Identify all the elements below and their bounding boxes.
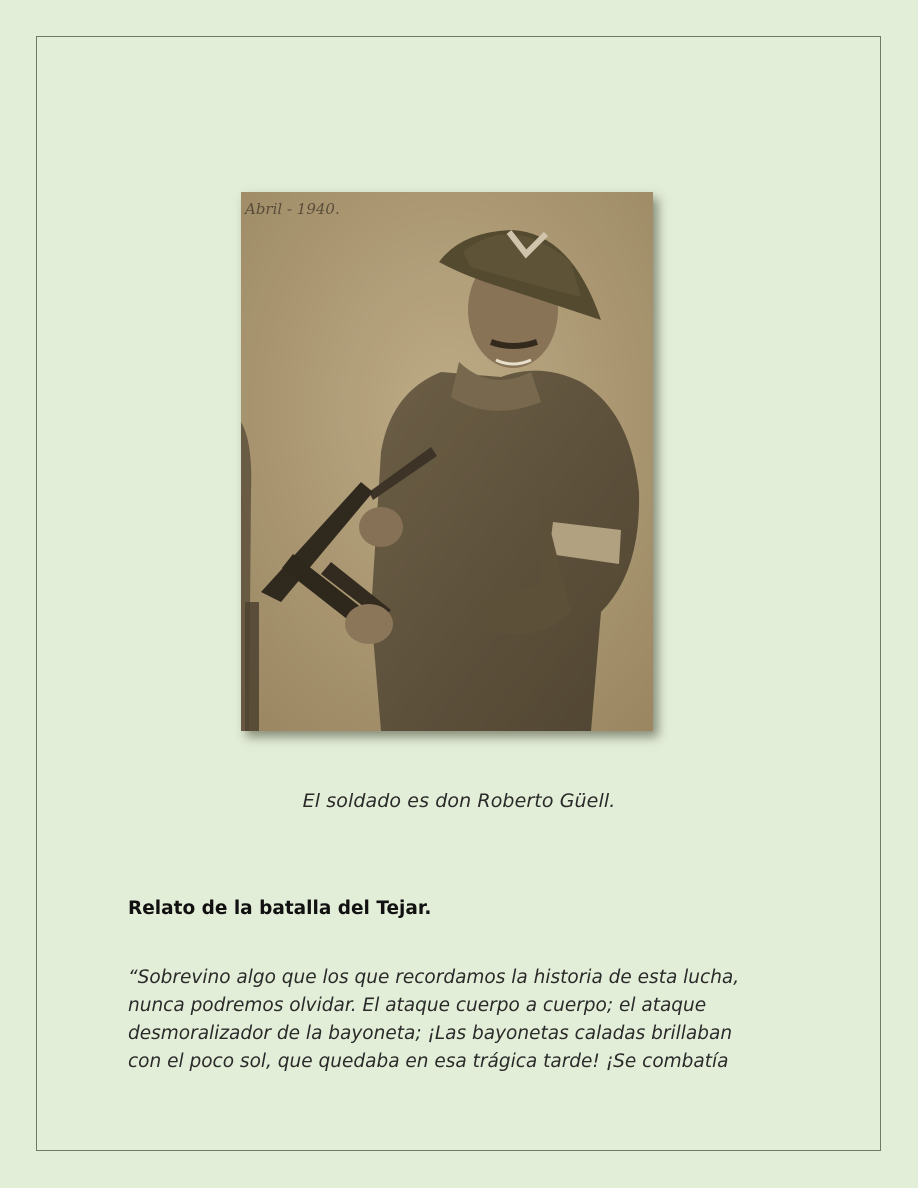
quote-line: nunca podremos olvidar. El ataque cuerpo a cuerpo; el ataque: [128, 995, 707, 1016]
quote-line: “Sobrevino algo que los que recordamos la historia de esta lucha,: [128, 967, 740, 988]
quote-paragraph: [128, 964, 808, 1076]
quote-line: desmoralizador de la bayoneta; ¡Las bayonetas caladas brillaban: [128, 1023, 733, 1044]
section-title: Relato de la batalla del Tejar.: [128, 898, 432, 919]
photo-inscription: Abril - 1940.: [245, 200, 340, 218]
photo-caption: El soldado es don Roberto Güell.: [302, 790, 616, 812]
quote-line: con el poco sol, que quedaba en esa trágica tarde! ¡Se combatía: [128, 1051, 729, 1072]
soldier-photo: [241, 192, 653, 731]
